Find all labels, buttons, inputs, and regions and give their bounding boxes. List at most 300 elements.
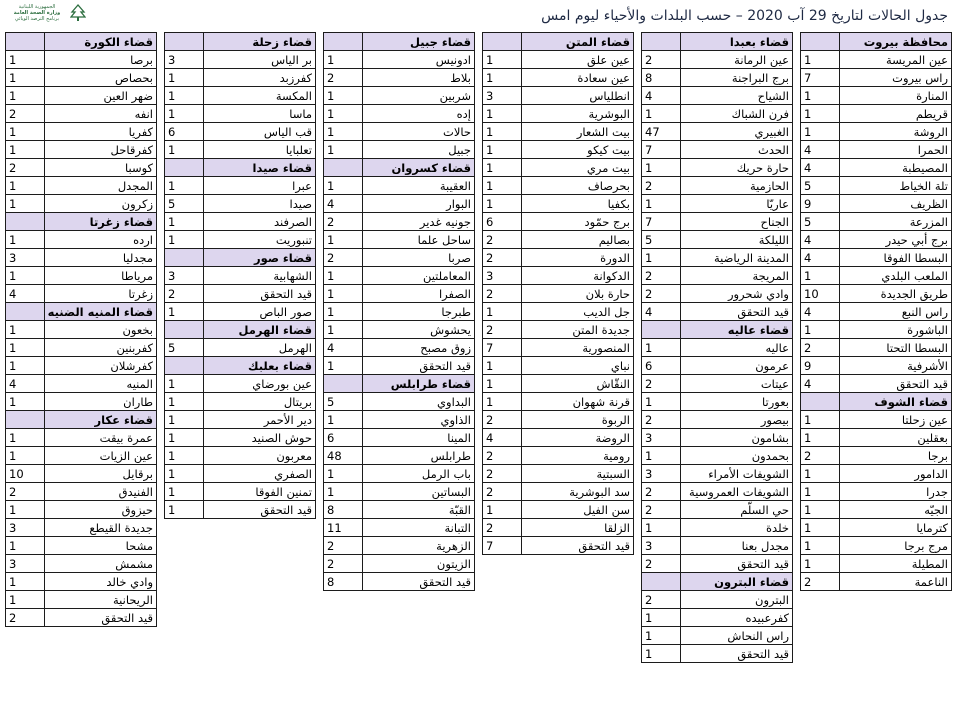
table-row xyxy=(483,267,634,285)
case-count: 1 xyxy=(6,267,45,285)
table-row xyxy=(165,177,316,195)
case-count: 1 xyxy=(165,141,204,159)
locality-name: قيد التحقق xyxy=(204,501,316,519)
column-2 xyxy=(641,32,793,663)
case-count: 2 xyxy=(642,375,681,393)
table-row xyxy=(801,411,952,429)
locality-name: المجدل xyxy=(44,177,156,195)
table-row xyxy=(165,411,316,429)
locality-name: المنيه xyxy=(44,375,156,393)
case-count: 1 xyxy=(483,393,522,411)
locality-name: بيت كيكو xyxy=(522,141,634,159)
locality-name: الحازمية xyxy=(681,177,793,195)
locality-name: الظريف xyxy=(840,195,952,213)
table-row xyxy=(483,393,634,411)
case-count: 1 xyxy=(324,357,363,375)
locality-name: المنارة xyxy=(840,87,952,105)
table-row xyxy=(6,519,157,537)
table-row xyxy=(642,447,793,465)
table-row xyxy=(6,141,157,159)
locality-name: بحرصاف xyxy=(522,177,634,195)
locality-name: بكفيا xyxy=(522,195,634,213)
locality-name: المدينة الرياضية xyxy=(681,249,793,267)
table-row xyxy=(642,465,793,483)
table-row xyxy=(324,519,475,537)
locality-name: الباشورة xyxy=(840,321,952,339)
district-name: قضاء صور xyxy=(204,249,316,267)
case-count: 4 xyxy=(483,429,522,447)
case-count: 2 xyxy=(324,213,363,231)
case-count: 6 xyxy=(165,123,204,141)
locality-name: كفربنين xyxy=(44,339,156,357)
table-row xyxy=(165,465,316,483)
case-count: 1 xyxy=(165,411,204,429)
table-row xyxy=(483,429,634,447)
case-count: 1 xyxy=(483,303,522,321)
table-row xyxy=(642,249,793,267)
case-count: 1 xyxy=(6,591,45,609)
case-count: 1 xyxy=(483,141,522,159)
table-row xyxy=(165,267,316,285)
locality-name: سن الفيل xyxy=(522,501,634,519)
case-count: 1 xyxy=(324,141,363,159)
table-row xyxy=(801,141,952,159)
logo-line1: الجمهورية اللبنانية xyxy=(18,4,56,10)
locality-name: البوار xyxy=(363,195,475,213)
table-row xyxy=(801,573,952,591)
case-count: 2 xyxy=(642,177,681,195)
locality-name: بصاليم xyxy=(522,231,634,249)
district-header-row xyxy=(642,321,793,339)
table-row xyxy=(801,339,952,357)
table-row xyxy=(6,447,157,465)
case-count: 1 xyxy=(483,375,522,393)
case-count: 1 xyxy=(6,447,45,465)
district-table xyxy=(482,32,634,555)
locality-name: عين علق xyxy=(522,51,634,69)
table-row xyxy=(801,483,952,501)
locality-name: مشحا xyxy=(44,537,156,555)
logo-line3: برنامج الترصد الوبائي xyxy=(14,16,60,22)
case-count: 1 xyxy=(642,339,681,357)
locality-name: برج أبي حيدر xyxy=(840,231,952,249)
case-count: 1 xyxy=(324,285,363,303)
table-row xyxy=(6,159,157,177)
table-row xyxy=(324,339,475,357)
table-row xyxy=(165,51,316,69)
locality-name: إده xyxy=(363,105,475,123)
case-count: 4 xyxy=(642,303,681,321)
locality-name: بيت مري xyxy=(522,159,634,177)
district-header-blank xyxy=(165,357,204,375)
table-row xyxy=(165,69,316,87)
table-row xyxy=(801,519,952,537)
case-count: 1 xyxy=(801,519,840,537)
district-name: قضاء جبيل xyxy=(363,33,475,51)
locality-name: عاريّا xyxy=(681,195,793,213)
locality-name: المينا xyxy=(363,429,475,447)
locality-name: بحصاص xyxy=(44,69,156,87)
table-row xyxy=(801,69,952,87)
locality-name: عين الزيات xyxy=(44,447,156,465)
table-row xyxy=(801,465,952,483)
table-row xyxy=(642,627,793,645)
table-row xyxy=(483,159,634,177)
table-row xyxy=(483,375,634,393)
case-count: 1 xyxy=(6,501,45,519)
table-row xyxy=(801,357,952,375)
table-row xyxy=(165,429,316,447)
district-name: قضاء بعلبك xyxy=(204,357,316,375)
locality-name: وادي خالد xyxy=(44,573,156,591)
table-row xyxy=(642,429,793,447)
case-count: 1 xyxy=(324,51,363,69)
case-count: 1 xyxy=(165,447,204,465)
case-count: 4 xyxy=(324,195,363,213)
district-header-blank xyxy=(801,393,840,411)
table-row xyxy=(642,177,793,195)
table-row xyxy=(642,645,793,663)
case-count: 1 xyxy=(324,321,363,339)
locality-name: جبيل xyxy=(363,141,475,159)
table-row xyxy=(324,267,475,285)
case-count: 2 xyxy=(642,591,681,609)
locality-name: باب الرمل xyxy=(363,465,475,483)
locality-name: بيت الشعار xyxy=(522,123,634,141)
case-count: 1 xyxy=(6,321,45,339)
locality-name: معربون xyxy=(204,447,316,465)
column-6 xyxy=(5,32,157,627)
table-row xyxy=(324,447,475,465)
locality-name: ضهر العين xyxy=(44,87,156,105)
table-row xyxy=(642,69,793,87)
locality-name: كفرشلان xyxy=(44,357,156,375)
locality-name: كفرقاحل xyxy=(44,141,156,159)
case-count: 1 xyxy=(324,411,363,429)
table-row xyxy=(801,267,952,285)
table-row xyxy=(165,123,316,141)
case-count: 5 xyxy=(801,213,840,231)
locality-name: قيد التحقق xyxy=(681,555,793,573)
case-count: 2 xyxy=(324,249,363,267)
locality-name: انطلياس xyxy=(522,87,634,105)
case-count: 3 xyxy=(6,249,45,267)
table-row xyxy=(324,357,475,375)
locality-name: البترون xyxy=(681,591,793,609)
case-count: 1 xyxy=(324,87,363,105)
district-header-row xyxy=(6,33,157,51)
case-count: 2 xyxy=(801,447,840,465)
case-count: 1 xyxy=(165,231,204,249)
locality-name: مرج برجا xyxy=(840,537,952,555)
case-count: 3 xyxy=(6,519,45,537)
case-count: 4 xyxy=(801,249,840,267)
district-header-row xyxy=(324,159,475,177)
district-name: محافظة بيروت xyxy=(840,33,952,51)
locality-name: الحمرا xyxy=(840,141,952,159)
district-header-row xyxy=(642,573,793,591)
case-count: 3 xyxy=(483,87,522,105)
case-count: 1 xyxy=(6,141,45,159)
case-count: 3 xyxy=(165,267,204,285)
case-count: 3 xyxy=(165,51,204,69)
district-table xyxy=(323,32,475,591)
table-row xyxy=(6,393,157,411)
table-row xyxy=(642,411,793,429)
locality-name: الزهرية xyxy=(363,537,475,555)
table-row xyxy=(6,537,157,555)
locality-name: الصفرا xyxy=(363,285,475,303)
locality-name: جدرا xyxy=(840,483,952,501)
locality-name: راس النبع xyxy=(840,303,952,321)
column-4 xyxy=(323,32,475,591)
locality-name: تنبوريت xyxy=(204,231,316,249)
locality-name: قيد التحقق xyxy=(522,537,634,555)
locality-name: تلة الخياط xyxy=(840,177,952,195)
table-row xyxy=(165,483,316,501)
case-count: 2 xyxy=(642,411,681,429)
table-row xyxy=(324,411,475,429)
case-count: 1 xyxy=(6,429,45,447)
case-count: 7 xyxy=(801,69,840,87)
case-count: 2 xyxy=(642,51,681,69)
district-header-blank xyxy=(801,33,840,51)
locality-name: عين سعادة xyxy=(522,69,634,87)
case-count: 1 xyxy=(801,51,840,69)
district-name: قضاء صيدا xyxy=(204,159,316,177)
table-row xyxy=(6,465,157,483)
locality-name: عيتات xyxy=(681,375,793,393)
locality-name: رومية xyxy=(522,447,634,465)
case-count: 47 xyxy=(642,123,681,141)
case-count: 1 xyxy=(483,105,522,123)
district-name: قضاء البترون xyxy=(681,573,793,591)
district-name: قضاء الشوف xyxy=(840,393,952,411)
table-row xyxy=(801,285,952,303)
district-name: قضاء الكورة xyxy=(44,33,156,51)
case-count: 2 xyxy=(642,555,681,573)
table-row xyxy=(801,213,952,231)
case-count: 1 xyxy=(6,393,45,411)
case-count: 1 xyxy=(642,627,681,645)
case-count: 2 xyxy=(642,483,681,501)
table-row xyxy=(6,69,157,87)
case-count: 1 xyxy=(801,321,840,339)
case-count: 8 xyxy=(324,573,363,591)
case-count: 5 xyxy=(324,393,363,411)
district-name: قضاء المتن xyxy=(522,33,634,51)
table-row xyxy=(324,303,475,321)
case-count: 1 xyxy=(801,501,840,519)
locality-name: الشياح xyxy=(681,87,793,105)
locality-name: برجا xyxy=(840,447,952,465)
table-row xyxy=(6,249,157,267)
locality-name: ساحل علما xyxy=(363,231,475,249)
table-row xyxy=(6,375,157,393)
case-count: 2 xyxy=(483,519,522,537)
ministry-logo xyxy=(6,2,86,28)
table-row xyxy=(324,501,475,519)
locality-name: جديدة المتن xyxy=(522,321,634,339)
locality-name: حيزوق xyxy=(44,501,156,519)
locality-name: الشويفات الأمراء xyxy=(681,465,793,483)
locality-name: الشويفات العمروسية xyxy=(681,483,793,501)
case-count: 1 xyxy=(801,123,840,141)
table-row xyxy=(483,447,634,465)
locality-name: قيد التحقق xyxy=(204,285,316,303)
locality-name: الشهابية xyxy=(204,267,316,285)
locality-name: الصرفند xyxy=(204,213,316,231)
case-count: 4 xyxy=(6,285,45,303)
locality-name: زوق مصبح xyxy=(363,339,475,357)
case-count: 1 xyxy=(165,465,204,483)
case-count: 10 xyxy=(6,465,45,483)
district-header-blank xyxy=(6,213,45,231)
table-row xyxy=(642,141,793,159)
case-count: 1 xyxy=(642,105,681,123)
locality-name: الجيّه xyxy=(840,501,952,519)
table-row xyxy=(165,393,316,411)
table-row xyxy=(642,267,793,285)
table-row xyxy=(483,231,634,249)
table-row xyxy=(483,87,634,105)
locality-name: راس النحاش xyxy=(681,627,793,645)
locality-name: تمنين الفوقا xyxy=(204,483,316,501)
case-count: 4 xyxy=(801,159,840,177)
case-count: 2 xyxy=(801,573,840,591)
table-row xyxy=(801,87,952,105)
table-row xyxy=(642,393,793,411)
locality-name: طاران xyxy=(44,393,156,411)
case-count: 3 xyxy=(483,267,522,285)
locality-name: صور الباص xyxy=(204,303,316,321)
table-row xyxy=(801,105,952,123)
locality-name: كترمايا xyxy=(840,519,952,537)
locality-name: التبانة xyxy=(363,519,475,537)
table-row xyxy=(801,447,952,465)
case-count: 2 xyxy=(483,465,522,483)
district-header-row xyxy=(324,33,475,51)
table-row xyxy=(324,123,475,141)
district-name: قضاء الهرمل xyxy=(204,321,316,339)
table-row xyxy=(483,519,634,537)
case-count: 2 xyxy=(324,537,363,555)
locality-name: كفريا xyxy=(44,123,156,141)
locality-name: الفنيدق xyxy=(44,483,156,501)
table-row xyxy=(324,231,475,249)
locality-name: ادونيس xyxy=(363,51,475,69)
table-row xyxy=(483,177,634,195)
locality-name: تعلبايا xyxy=(204,141,316,159)
locality-name: سد البوشرية xyxy=(522,483,634,501)
locality-name: كفرزبد xyxy=(204,69,316,87)
case-count: 1 xyxy=(165,87,204,105)
table-row xyxy=(6,483,157,501)
case-count: 1 xyxy=(483,501,522,519)
district-header-blank xyxy=(324,375,363,393)
table-row xyxy=(801,321,952,339)
table-row xyxy=(483,465,634,483)
locality-name: قيد التحقق xyxy=(363,357,475,375)
case-count: 4 xyxy=(801,141,840,159)
case-count: 1 xyxy=(642,195,681,213)
locality-name: المطيلة xyxy=(840,555,952,573)
district-header-row xyxy=(801,33,952,51)
table-row xyxy=(801,195,952,213)
page-title: جدول الحالات لتاريخ 29 آب 2020 – حسب البلدات والأحياء ليوم امس xyxy=(541,8,948,24)
case-count: 1 xyxy=(165,213,204,231)
case-count: 1 xyxy=(324,303,363,321)
locality-name: برقايل xyxy=(44,465,156,483)
locality-name: المزرعة xyxy=(840,213,952,231)
district-header-blank xyxy=(324,159,363,177)
locality-name: بعورتا xyxy=(681,393,793,411)
locality-name: البساتين xyxy=(363,483,475,501)
locality-name: الليلكة xyxy=(681,231,793,249)
table-row xyxy=(483,69,634,87)
table-row xyxy=(324,429,475,447)
case-count: 1 xyxy=(801,267,840,285)
table-row xyxy=(801,303,952,321)
district-name: قضاء كسروان xyxy=(363,159,475,177)
locality-name: ماسا xyxy=(204,105,316,123)
case-count: 5 xyxy=(165,339,204,357)
district-table xyxy=(164,32,316,519)
table-row xyxy=(324,393,475,411)
locality-name: بعقلين xyxy=(840,429,952,447)
locality-name: قريطم xyxy=(840,105,952,123)
locality-name: الصفري xyxy=(204,465,316,483)
case-count: 2 xyxy=(6,105,45,123)
locality-name: بخعون xyxy=(44,321,156,339)
case-count: 4 xyxy=(801,375,840,393)
case-count: 2 xyxy=(801,339,840,357)
case-count: 1 xyxy=(165,69,204,87)
case-count: 6 xyxy=(642,357,681,375)
case-count: 9 xyxy=(801,195,840,213)
table-row xyxy=(642,591,793,609)
case-count: 1 xyxy=(801,105,840,123)
locality-name: حوش الصنيد xyxy=(204,429,316,447)
table-row xyxy=(324,51,475,69)
locality-name: يحشوش xyxy=(363,321,475,339)
case-count: 1 xyxy=(6,177,45,195)
case-count: 7 xyxy=(483,537,522,555)
district-header-blank xyxy=(642,573,681,591)
case-count: 4 xyxy=(324,339,363,357)
case-count: 1 xyxy=(801,555,840,573)
locality-name: جديدة القيطع xyxy=(44,519,156,537)
district-name: قضاء المنيه الضنيه xyxy=(44,303,156,321)
table-row xyxy=(483,141,634,159)
table-row xyxy=(324,555,475,573)
case-count: 1 xyxy=(324,177,363,195)
locality-name: برج حمّود xyxy=(522,213,634,231)
locality-name: الغبيري xyxy=(681,123,793,141)
case-count: 1 xyxy=(6,51,45,69)
district-header-blank xyxy=(6,33,45,51)
locality-name: قيد التحقق xyxy=(44,609,156,627)
case-count: 2 xyxy=(642,501,681,519)
district-header-row xyxy=(6,303,157,321)
table-row xyxy=(642,483,793,501)
district-header-blank xyxy=(6,411,45,429)
case-count: 1 xyxy=(642,609,681,627)
locality-name: حارة بلان xyxy=(522,285,634,303)
table-row xyxy=(483,321,634,339)
table-row xyxy=(165,303,316,321)
case-count: 1 xyxy=(642,645,681,663)
